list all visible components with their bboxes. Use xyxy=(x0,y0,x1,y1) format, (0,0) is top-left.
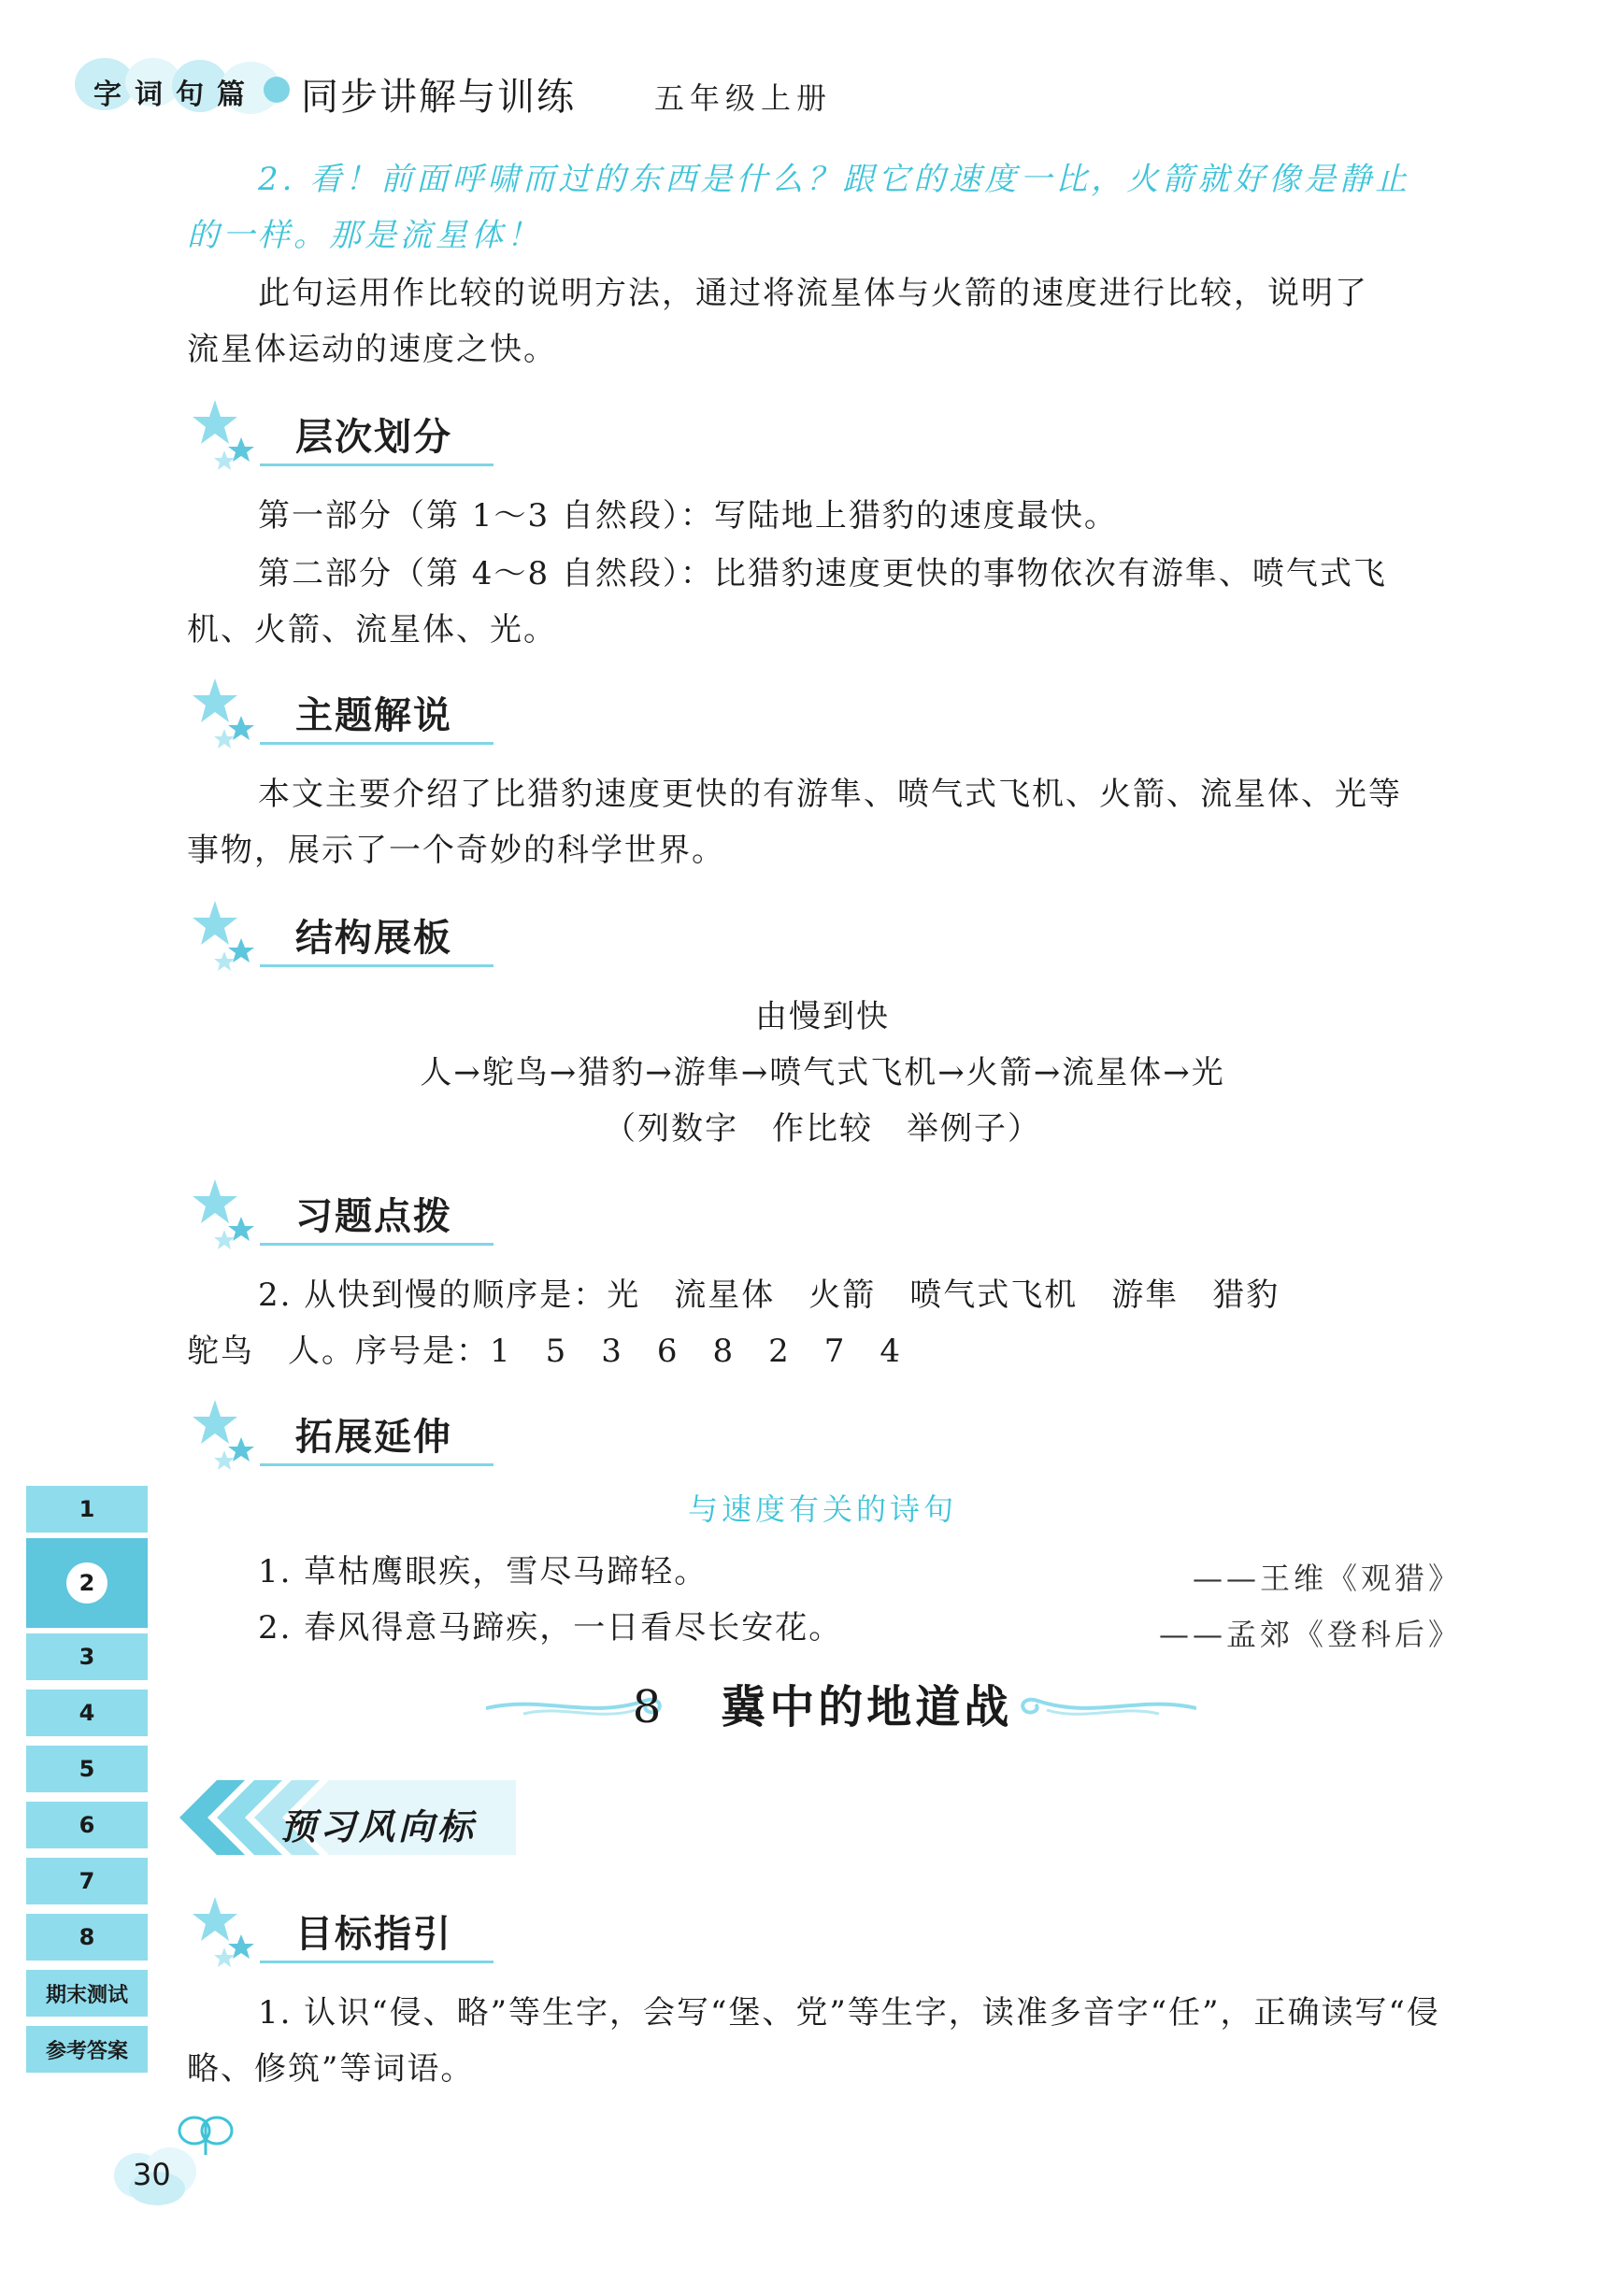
section-goal-heading xyxy=(187,1890,505,1974)
exercise-line-2: 鸵鸟 人。序号是：1 5 3 6 8 2 7 4 xyxy=(187,1333,903,1370)
exercise-line-1: 2. 从快到慢的顺序是：光 流星体 火箭 喷气式飞机 游隼 猎豹 xyxy=(258,1276,1280,1314)
poem-2-source: ——孟郊《登科后》 xyxy=(1158,1617,1462,1652)
section-underline xyxy=(260,1961,493,1963)
side-tab-final-test[interactable]: 期末测试 xyxy=(26,1970,148,2017)
section-structure-title: 结构展板 xyxy=(295,917,452,960)
section-underline xyxy=(260,463,493,466)
structure-methods: （列数字 作比较 举例子） xyxy=(604,1110,1041,1148)
poem-heading: 与速度有关的诗句 xyxy=(687,1491,957,1527)
side-tab-3[interactable]: 3 xyxy=(26,1633,148,1680)
poem-1: 1. 草枯鹰眼疾，雪尽马蹄轻。 xyxy=(258,1553,708,1590)
section-extension-title: 拓展延伸 xyxy=(295,1416,452,1459)
preview-banner-title: 预习风向标 xyxy=(280,1806,478,1847)
lesson-name: 冀中的地道战 xyxy=(721,1681,1013,1733)
section-underline xyxy=(260,742,493,745)
theme-line-1: 本文主要介绍了比猎豹速度更快的有游隼、喷气式飞机、火箭、流星体、光等 xyxy=(258,776,1402,813)
section-underline xyxy=(260,1463,493,1466)
poem-2: 2. 春风得意马蹄疾，一日看尽长安花。 xyxy=(258,1609,843,1647)
goal-line-1: 1. 认识“侵、略”等生字，会写“堡、党”等生字，读准多音字“任”，正确读写“侵 xyxy=(258,1994,1440,2032)
section-theme-title: 主题解说 xyxy=(295,694,452,737)
side-tab-answers[interactable]: 参考答案 xyxy=(26,2026,148,2073)
levels-line-3: 机、火箭、流星体、光。 xyxy=(187,611,557,649)
side-tab-2-label: 2 xyxy=(66,1562,107,1604)
stars-icon xyxy=(187,1890,271,1974)
levels-line-1: 第一部分（第 1～3 自然段）：写陆地上猎豹的速度最快。 xyxy=(258,497,1118,535)
section-underline xyxy=(260,964,493,967)
section-extension-heading xyxy=(187,1392,505,1476)
side-tab-7[interactable]: 7 xyxy=(26,1858,148,1904)
lesson-number: 8 xyxy=(632,1681,665,1733)
section-levels-title: 层次划分 xyxy=(295,416,452,459)
side-tab-1[interactable]: 1 xyxy=(26,1486,148,1533)
section-goal-title: 目标指引 xyxy=(295,1913,452,1956)
theme-line-2: 事物，展示了一个奇妙的科学世界。 xyxy=(187,832,725,869)
structure-order-label: 由慢到快 xyxy=(755,998,890,1035)
side-tab-4[interactable]: 4 xyxy=(26,1690,148,1736)
side-tab-2-active[interactable] xyxy=(26,1538,148,1628)
side-tab-6[interactable]: 6 xyxy=(26,1802,148,1848)
section-underline xyxy=(260,1243,493,1246)
lesson-title xyxy=(0,1671,1602,1735)
quote-line-2: 的一样。那是流星体！ xyxy=(187,217,542,254)
section-exercise-title: 习题点拨 xyxy=(295,1195,452,1238)
levels-line-2: 第二部分（第 4～8 自然段）：比猎豹速度更快的事物依次有游隼、喷气式飞 xyxy=(258,555,1387,592)
stars-icon xyxy=(187,893,271,977)
poem-1-source: ——王维《观猎》 xyxy=(1192,1561,1462,1596)
structure-chain: 人→鸵鸟→猎豹→游隼→喷气式飞机→火箭→流星体→光 xyxy=(420,1054,1225,1091)
stars-icon xyxy=(187,671,271,755)
explain-line-2: 流星体运动的速度之快。 xyxy=(187,331,557,368)
book-grade: 五年级上册 xyxy=(654,80,833,116)
section-theme-heading xyxy=(187,671,505,755)
stars-icon xyxy=(187,1172,271,1256)
section-structure-heading xyxy=(187,893,505,977)
side-tab-5[interactable]: 5 xyxy=(26,1746,148,1792)
butterfly-icon xyxy=(174,2110,239,2166)
stars-icon xyxy=(187,392,271,477)
stars-icon xyxy=(187,1392,271,1476)
explain-line-1: 此句运用作比较的说明方法，通过将流星体与火箭的速度进行比较，说明了 xyxy=(258,275,1368,312)
header-badge-text: 字词句篇 xyxy=(93,78,258,111)
quote-line-1: 2. 看！前面呼啸而过的东西是什么？跟它的速度一比，火箭就好像是静止 xyxy=(258,161,1411,198)
goal-line-2: 略、修筑”等词语。 xyxy=(187,2050,475,2088)
page-number: 30 xyxy=(133,2157,171,2192)
section-levels-heading xyxy=(187,392,505,477)
side-tab-8[interactable]: 8 xyxy=(26,1914,148,1961)
section-exercise-heading xyxy=(187,1172,505,1256)
book-title: 同步讲解与训练 xyxy=(301,76,576,119)
